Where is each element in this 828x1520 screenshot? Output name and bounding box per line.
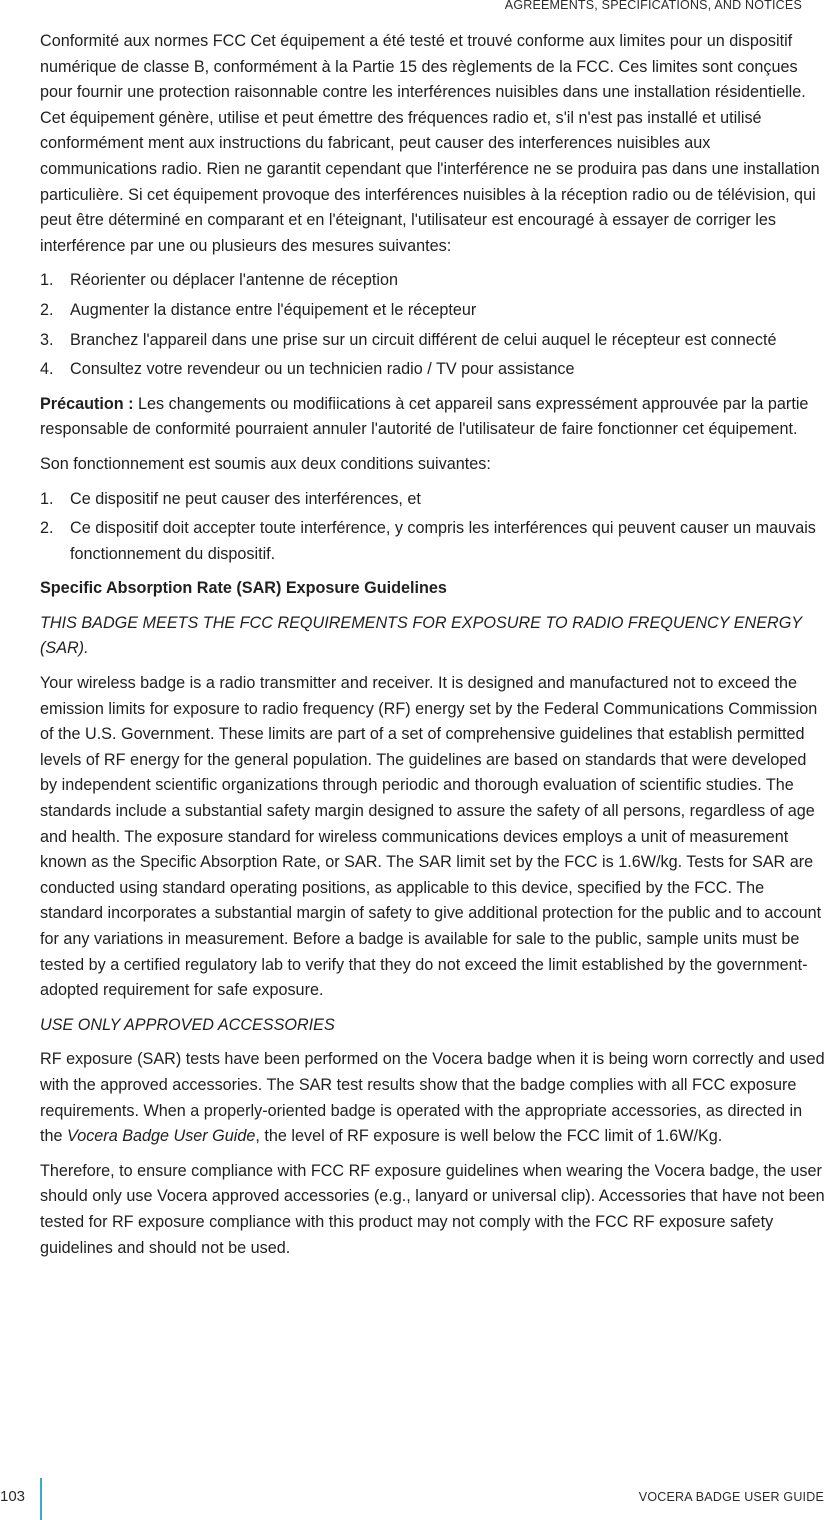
sar-paragraph: Your wireless badge is a radio transmitter and receiver. It is designed and manufactured not to exceed the emission limits for exposure to radio frequency (RF) energy set by the Federal Communications Commission of the U.S. Government. These limits are part of a set of comprehensive guidelines that establish permitted levels of RF energy for the general population. The guidelines are based on standards that were developed by independent scientific organizations through periodic and thorough evaluation of scientific studies. The standards include a substantial safety margin designed to assure the safety of all persons, regardless of age and health. The exposure standard for wireless communications devices employs a unit of measurement known as the Specific Absorption Rate, or SAR. The SAR limit set by the FCC is 1.6W/kg. Tests for SAR are conducted using standard operating positions, as applicable to this device, specified by the FCC. The standard incorporates a substantial margin of safety to give additional protection for the public and to account for any variations in measurement. Before a badge is available for sale to the public, sample units must be tested by a certified regulatory lab to verify that they do not exceed the limit established by the government-adopted requirement for safe exposure. — [40, 674, 822, 1000]
list-number: 4. — [40, 360, 54, 379]
list-text: Branchez l'appareil dans une prise sur un circuit différent de celui auquel le récepteur est connecté — [70, 330, 777, 349]
list-text: Consultez votre revendeur ou un technicien radio / TV pour assistance — [70, 360, 575, 379]
list-number: 2. — [40, 519, 54, 538]
list-text: Augmenter la distance entre l'équipement et le récepteur — [70, 300, 477, 319]
rf-text-start: RF exposure (SAR) tests have been performed on the Vocera badge when it is being worn correctly and used with the approved accessories. The SAR test results show that the badge complies with all FCC exposure requirements. When a properly-oriented badge is operated with the appropriate accessories, as directed in the — [40, 1050, 825, 1146]
conditions-intro: Son fonctionnement est soumis aux deux conditions suivantes: — [40, 454, 491, 473]
list-item — [40, 516, 826, 567]
footer-divider — [40, 1478, 42, 1520]
user-guide-title: Vocera Badge User Guide — [67, 1127, 256, 1146]
sar-badge-statement: THIS BADGE MEETS THE FCC REQUIREMENTS FOR EXPOSURE TO RADIO FREQUENCY ENERGY (SAR). — [40, 613, 802, 658]
precaution-paragraph — [40, 392, 826, 443]
rf-exposure-paragraph — [40, 1047, 826, 1149]
list-number: 2. — [40, 300, 54, 319]
page-body — [40, 29, 826, 1270]
list-text: Réorienter ou déplacer l'antenne de réception — [70, 271, 398, 290]
list-text: Ce dispositif doit accepter toute interférence, y compris les interférences qui peuvent causer un mauvais fonctionnement du dispositif. — [70, 519, 816, 563]
conditions-list — [40, 487, 826, 568]
therefore-paragraph: Therefore, to ensure compliance with FCC RF exposure guidelines when wearing the Vocera badge, the user should only use Vocera approved accessories (e.g., lanyard or universal clip). Accessories that have not been tested for RF exposure compliance with this product may not comply with the FCC RF exposure safety guidelines and should not be used. — [40, 1161, 825, 1257]
list-number: 3. — [40, 330, 54, 349]
list-text: Ce dispositif ne peut causer des interférences, et — [70, 489, 421, 508]
fcc-french-paragraph: Conformité aux normes FCC Cet équipement a été testé et trouvé conforme aux limites pour un dispositif numérique de classe B, conformément à la Partie 15 des règlements de la FCC. Ces limites sont conçues pour fournir une protection raisonnable contre les interférences nuisibles dans une installation résidentielle. Cet équipement génère, utilise et peut émettre des fréquences radio et, s'il n'est pas installé et utilisé conformément ment aux instructions du fabricant, peut causer des interferences nuisibles aux communications radio. Rien ne garantit cependant que l'interférence ne se produira pas dans une installation particulière. Si cet équipement provoque des interférences nuisibles à la réception radio ou de télévision, qui peut être déterminé en comparant et en l'éteignant, l'utilisateur est encouragé à essayer de corriger les interférence par une ou plusieurs des mesures suivantes: — [40, 32, 820, 255]
list-item — [40, 298, 826, 324]
running-header: AGREEMENTS, SPECIFICATIONS, AND NOTICES — [504, 0, 802, 12]
list-item — [40, 328, 826, 354]
page-number: 103 — [0, 1488, 26, 1505]
measures-list — [40, 268, 826, 382]
list-number: 1. — [40, 271, 54, 290]
list-item — [40, 487, 826, 513]
list-number: 1. — [40, 489, 54, 508]
footer-guide-title: VOCERA BADGE USER GUIDE — [638, 1490, 824, 1504]
list-item — [40, 357, 826, 383]
precaution-text: Les changements ou modifiications à cet appareil sans expressément approuvée par la partie responsable de conformité pourraient annuler l'autorité de l'utilisateur de faire fonctionner cet équipement. — [40, 394, 809, 439]
accessories-heading: USE ONLY APPROVED ACCESSORIES — [40, 1015, 335, 1034]
rf-text-end: , the level of RF exposure is well below the FCC limit of 1.6W/Kg. — [255, 1127, 723, 1146]
sar-heading: Specific Absorption Rate (SAR) Exposure Guidelines — [40, 579, 447, 598]
list-item — [40, 268, 826, 294]
precaution-label: Précaution : — [40, 394, 134, 413]
